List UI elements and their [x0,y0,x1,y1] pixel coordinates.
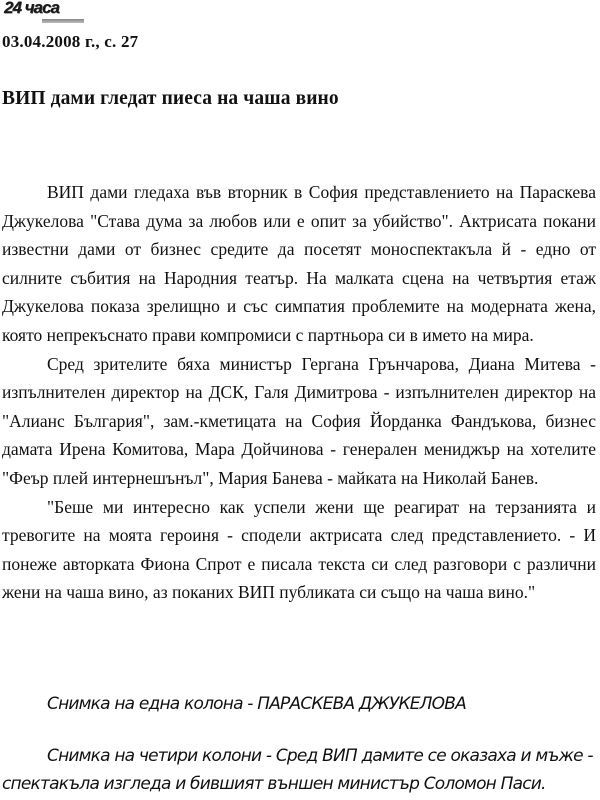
logo-text: 24 часа [4,0,59,17]
article-body [2,178,596,607]
photo-caption-one-column [2,690,596,718]
caption-text: Снимка на четири колони - Сред ВИП дамите се оказаха и мъже - спектакъла изгледа и бившият външен министър Соломон Паси. [2,746,593,794]
logo-underline [42,19,84,23]
publication-dateline: 03.04.2008 г., с. 27 [2,32,139,51]
caption-text: Снимка на една колона - ПАРАСКЕВА ДЖУКЕЛОВА [47,694,466,714]
photo-caption-four-columns [2,742,596,798]
article-paragraph: Сред зрителите бяха министър Гергана Грънчарова, Диана Митева - изпълнителен директор на ДСК, Галя Димитрова - изпълнителен директор на "Алианс България", зам.-кметицата на София Йорданка Фандъкова, бизнес дамата Ирена Комитова, Мара Дойчинова - генерален мениджър на хотелите "Феър плей интернешънъл", Мария Банева - майката на Николай Банев. [2,353,596,488]
article-paragraph: "Беше ми интересно как успели жени ще реагират на терзанията и тревогите на моята героиня - сподели актрисата след представлението. - И понеже авторката Фиона Спрот е писала текста си след разговори с различни жени на чаша вино, аз поканих ВИП публиката си също на чаша вино." [2,496,596,603]
article-paragraph: ВИП дами гледаха във вторник в София представлението на Параскева Джукелова "Става дума за любов или е опит за убийство". Актрисата покани известни дами от бизнес средите да посетят моноспектакъла й - едно от силните събития на Народния театър. На малката сцена на четвъртия етаж Джукелова показа зрелищно и със симпатия проблемите на модерната жена, която непрекъснато прави компромиси с партньора си в името на мира. [2,182,596,345]
newspaper-logo [2,0,84,20]
article-title: ВИП дами гледат пиеса на чаша вино [2,88,339,109]
